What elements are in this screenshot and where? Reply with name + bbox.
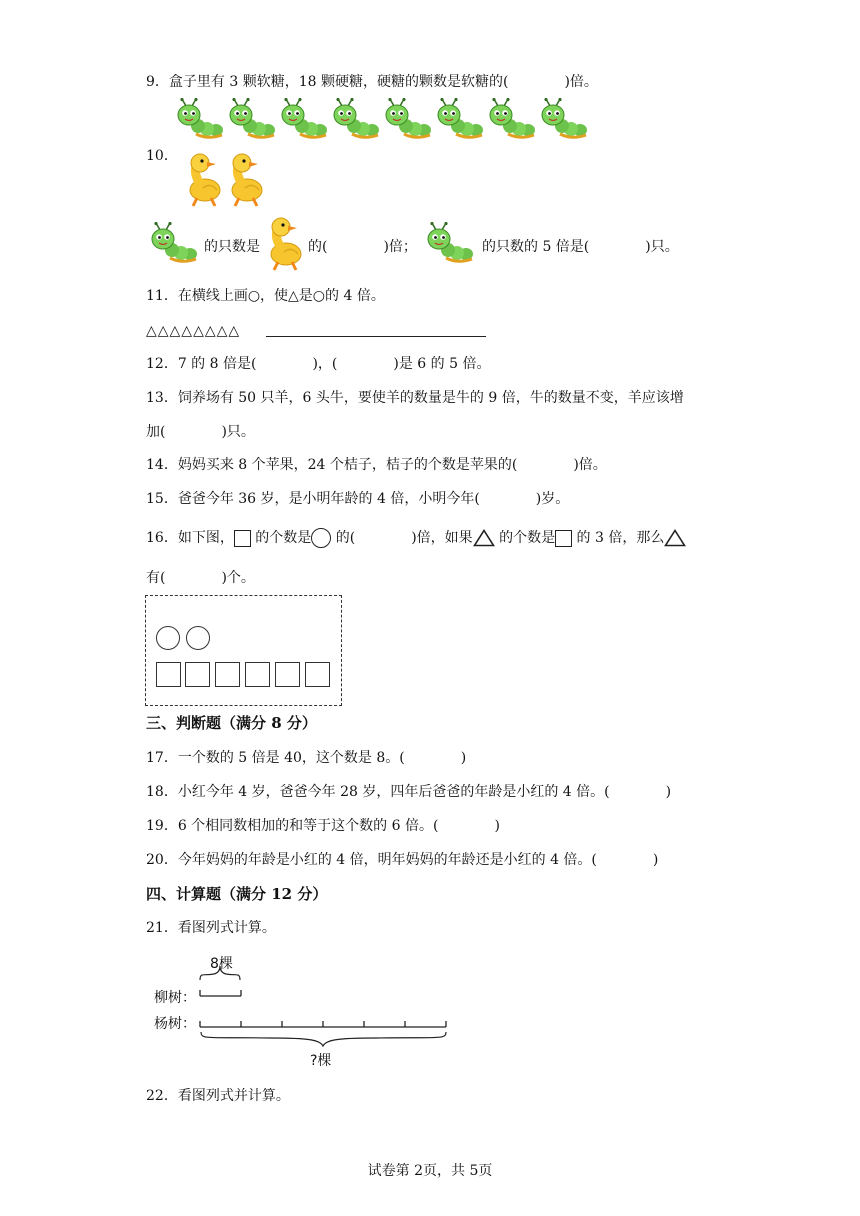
tree-diagram bbox=[150, 950, 470, 1070]
question-22: 22．看图列式并计算。 bbox=[146, 1088, 290, 1104]
willow-count-label: 8棵 bbox=[210, 956, 233, 972]
question-18: 18．小红今年 4 岁，爸爸今年 28 岁，四年后爸爸的年龄是小红的 4 倍。( ) bbox=[146, 784, 672, 800]
triangle-row: △△△△△△△△ bbox=[146, 323, 241, 339]
circle-shape bbox=[156, 626, 180, 650]
question-11: 11．在横线上画○，使△是○的 4 倍。 bbox=[146, 288, 385, 304]
answer-line[interactable] bbox=[266, 336, 486, 337]
q16-d: 的个数是 bbox=[494, 530, 556, 546]
square-shape bbox=[305, 662, 330, 687]
question-19: 19．6 个相同数相加的和等于这个数的 6 倍。( ) bbox=[146, 818, 500, 834]
square-shape bbox=[185, 662, 210, 687]
question-13-line1: 13．饲养场有 50 只羊，6 头牛，要使羊的数量是牛的 9 倍，牛的数量不变，羊应该增 bbox=[146, 390, 684, 406]
q16-c: 的( )倍，如果 bbox=[331, 530, 473, 546]
question-17: 17．一个数的 5 倍是 40，这个数是 8。( ) bbox=[146, 750, 467, 766]
caterpillar-icon bbox=[276, 98, 334, 146]
question-16-line2: 有( )个。 bbox=[146, 570, 255, 586]
q10-part2: 的( )倍； bbox=[308, 239, 417, 255]
poplar-count-label: ?棵 bbox=[310, 1053, 332, 1069]
q16-a: 16．如下图， bbox=[146, 530, 234, 546]
question-20: 20．今年妈妈的年龄是小红的 4 倍，明年妈妈的年龄还是小红的 4 倍。( ) bbox=[146, 852, 659, 868]
square-icon bbox=[555, 530, 572, 547]
q11-triangles bbox=[146, 321, 240, 341]
bottom-brace bbox=[201, 1032, 446, 1046]
caterpillar-icon bbox=[328, 98, 386, 146]
question-13-line2: 加( )只。 bbox=[146, 424, 255, 440]
willow-row-label: 柳树： bbox=[154, 990, 196, 1006]
q16-e: 的 3 倍，那么 bbox=[572, 530, 665, 546]
top-brace bbox=[200, 966, 240, 980]
square-shape bbox=[245, 662, 270, 687]
question-12: 12．7 的 8 倍是( )，( )是 6 的 5 倍。 bbox=[146, 356, 491, 372]
caterpillar-icon bbox=[172, 98, 230, 146]
square-shape bbox=[156, 662, 181, 687]
square-shape bbox=[275, 662, 300, 687]
poplar-row-label: 杨树： bbox=[154, 1016, 196, 1032]
duck-icon bbox=[183, 152, 225, 212]
square-icon bbox=[234, 530, 251, 547]
question-9: 9．盒子里有 3 颗软糖，18 颗硬糖，硬糖的颗数是软糖的( )倍。 bbox=[146, 74, 598, 90]
q10-part1: 的只数是 bbox=[204, 239, 260, 255]
duck-icon bbox=[264, 216, 306, 276]
caterpillar-icon bbox=[536, 98, 594, 146]
circle-shape bbox=[186, 626, 210, 650]
question-15: 15．爸爸今年 36 岁，是小明年龄的 4 倍，小明今年( )岁。 bbox=[146, 491, 570, 507]
caterpillar-icon bbox=[224, 98, 282, 146]
question-10-number: 10． bbox=[146, 148, 178, 164]
section-4-heading: 四、计算题（满分 12 分） bbox=[146, 885, 328, 903]
question-21: 21．看图列式计算。 bbox=[146, 920, 276, 936]
caterpillar-icon bbox=[422, 222, 480, 270]
question-14: 14．妈妈买来 8 个苹果，24 个桔子，桔子的个数是苹果的( )倍。 bbox=[146, 457, 607, 473]
duck-icon bbox=[225, 152, 267, 212]
caterpillar-icon bbox=[484, 98, 542, 146]
section-3-heading: 三、判断题（满分 8 分） bbox=[146, 714, 317, 732]
page-footer: 试卷第 2页，共 5页 bbox=[367, 1163, 493, 1179]
q16-b: 的个数是 bbox=[250, 530, 312, 546]
circle-icon bbox=[311, 528, 331, 548]
q10-part3: 的只数的 5 倍是( )只。 bbox=[482, 239, 679, 255]
caterpillar-icon bbox=[432, 98, 490, 146]
square-shape bbox=[215, 662, 240, 687]
caterpillar-icon bbox=[380, 98, 438, 146]
triangle-icon bbox=[473, 529, 495, 547]
shape-figure bbox=[145, 595, 342, 706]
question-16-line1 bbox=[146, 528, 686, 548]
caterpillar-icon bbox=[146, 222, 204, 270]
triangle-icon bbox=[664, 529, 686, 547]
